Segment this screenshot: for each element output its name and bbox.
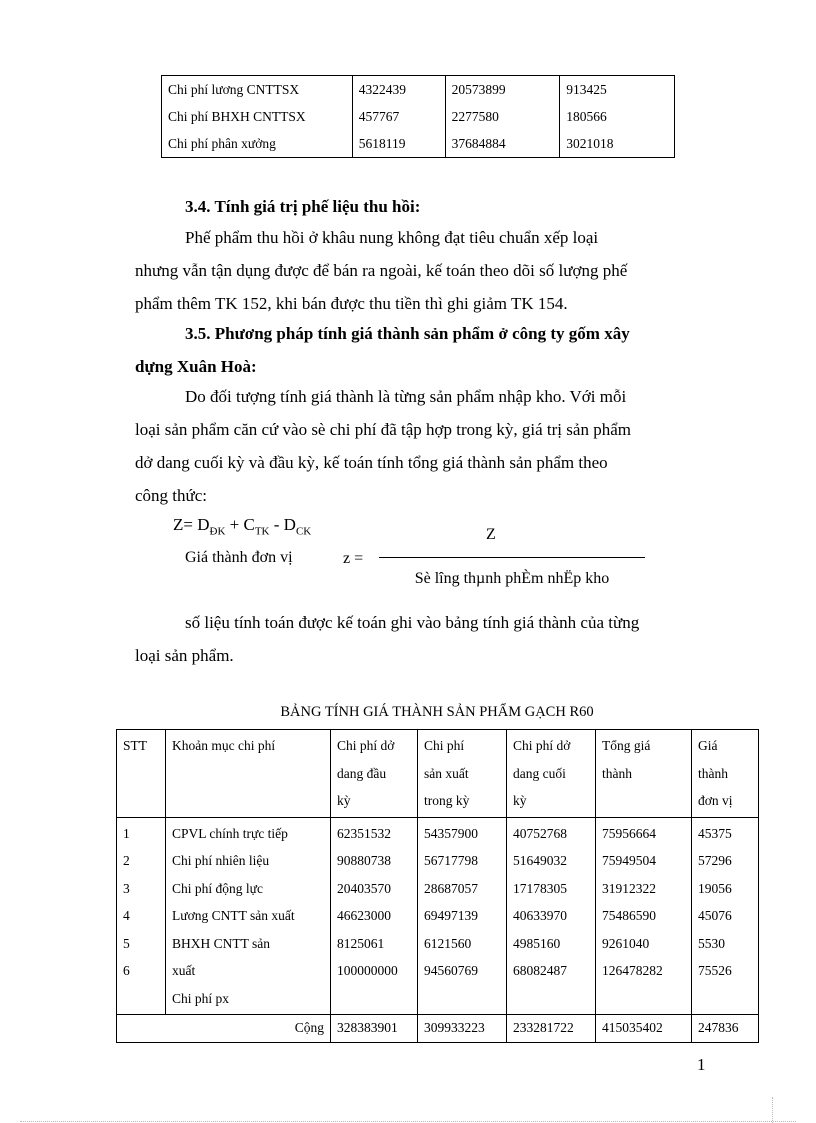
cost-value: 3 — [123, 880, 130, 896]
cost-value: 46623000 — [337, 908, 391, 923]
cost-item-line: BHXH CNTT sản — [172, 935, 271, 951]
cost-value: 28687057 — [424, 880, 478, 896]
formula-denominator: Sè lîng thµnh phÈm nhËp kho — [414, 570, 610, 587]
tong-cell — [596, 817, 692, 1015]
paragraph-line: dở dang cuối kỳ và đầu kỳ, kế toán tính tổng giá thành sản phẩm theo — [135, 453, 608, 472]
column-header-line: trong kỳ — [424, 793, 470, 808]
cuoi-ky-cell — [507, 817, 596, 1015]
section-3-5-paragraph — [135, 380, 699, 512]
column-header-line: thành — [602, 765, 632, 781]
formula-text: - D — [269, 515, 296, 534]
column-header-line: STT — [123, 738, 148, 753]
heading-line: dựng Xuân Hoà: — [135, 357, 257, 376]
column-header-line: Giá — [698, 738, 718, 753]
column-header-line: Tổng giá — [602, 738, 651, 753]
total-value: 328383901 — [331, 1015, 418, 1043]
formula-subscript: CK — [295, 525, 312, 538]
cost-value: 56717798 — [424, 853, 478, 868]
cost-value: 75949504 — [602, 853, 656, 868]
cost-value: 54357900 — [424, 825, 478, 841]
cost-value: 40633970 — [513, 908, 567, 923]
formula-subscript: TK — [254, 525, 270, 538]
cost-value: 75526 — [698, 963, 732, 978]
cost-item-line: Chi phí động lực — [172, 880, 263, 896]
column-header — [507, 730, 596, 818]
cost-value: 9261040 — [602, 935, 650, 951]
total-value: 309933223 — [418, 1015, 507, 1043]
cost-value: 100000000 — [337, 963, 398, 978]
paragraph-line: loại sản phẩm căn cứ vào sè chi phí đã tập hợp trong kỳ, giá trị sản phẩm — [135, 420, 631, 439]
paragraph-line: số liệu tính toán được kế toán ghi vào bảng tính giá thành của từng — [185, 613, 640, 632]
cost-value: 4985160 — [513, 935, 561, 951]
cost-table-title: BẢNG TÍNH GIÁ THÀNH SẢN PHẨM GẠCH R60 — [280, 704, 594, 720]
page-number: 1 — [697, 1055, 706, 1074]
cost-item-label: Chi phí phân xưởng — [162, 130, 353, 158]
column-header — [596, 730, 692, 818]
page-corner-mark — [772, 1097, 773, 1123]
column-header-line: thành — [698, 765, 728, 781]
top-table-row — [162, 103, 675, 130]
dau-ky-cell — [331, 817, 418, 1015]
section-3-5-heading — [135, 317, 699, 383]
don-vi-cell — [692, 817, 759, 1015]
cost-item-label: Chi phí lương CNTTSX — [162, 76, 353, 104]
section-3-4-paragraph — [135, 221, 699, 320]
cost-item-line: xuất — [172, 963, 196, 978]
page-bottom-border — [20, 1121, 796, 1122]
total-value: 247836 — [692, 1015, 759, 1043]
cost-value: 5 — [123, 935, 130, 951]
column-header-line: Khoản mục chi phí — [172, 738, 276, 753]
cost-value: 126478282 — [602, 963, 663, 978]
column-header-line: dang đầu — [337, 765, 387, 781]
column-header-line: sản xuất — [424, 765, 469, 781]
cost-value: 913425 — [560, 76, 675, 104]
paragraph-line: loại sản phẩm. — [135, 646, 234, 665]
column-header — [166, 730, 331, 818]
cost-value: 4 — [123, 908, 130, 923]
cost-value: 180566 — [560, 103, 675, 130]
column-header-line: đơn vị — [698, 793, 733, 808]
heading-line: 3.5. Phương pháp tính giá thành sản phẩm ở công ty gốm xây — [185, 324, 630, 343]
cost-value: 90880738 — [337, 853, 391, 868]
cost-value: 45375 — [698, 825, 732, 841]
column-header-line: kỳ — [337, 793, 351, 808]
column-header — [117, 730, 166, 818]
cost-item-line: Chi phí nhiên liệu — [172, 853, 270, 868]
cost-table-body-row — [117, 817, 759, 1015]
unit-cost-z-equals: z = — [343, 550, 364, 567]
cost-value: 75956664 — [602, 825, 656, 841]
top-table-row — [162, 130, 675, 158]
stt-cell — [117, 817, 166, 1015]
total-value: 415035402 — [596, 1015, 692, 1043]
cost-value: 3021018 — [560, 130, 675, 158]
cost-item-line: Lương CNTT sản xuất — [172, 908, 295, 923]
cost-value: 17178305 — [513, 880, 567, 896]
cost-value: 2277580 — [445, 103, 560, 130]
formula-subscript: ĐK — [209, 525, 226, 538]
cost-value: 45076 — [698, 908, 732, 923]
cost-item-label: Chi phí BHXH CNTTSX — [162, 103, 353, 130]
formula-text: + C — [225, 515, 255, 534]
total-label: Cộng — [117, 1015, 331, 1043]
top-table-row — [162, 76, 675, 104]
cost-value: 6121560 — [424, 935, 472, 951]
cost-value: 19056 — [698, 880, 732, 896]
column-header — [331, 730, 418, 818]
trong-ky-cell — [418, 817, 507, 1015]
section-3-4-heading: 3.4. Tính giá trị phế liệu thu hồi: — [185, 197, 421, 216]
items-cell — [166, 817, 331, 1015]
column-header — [692, 730, 759, 818]
cost-value: 20403570 — [337, 880, 391, 896]
column-header-line: Chi phí — [424, 738, 465, 753]
cost-value: 457767 — [352, 103, 445, 130]
cost-value: 40752768 — [513, 825, 567, 841]
paragraph-line: Phế phẩm thu hồi ở khâu nung không đạt tiêu chuẩn xếp loại — [185, 228, 599, 247]
cost-value: 6 — [123, 963, 130, 978]
cost-table — [116, 729, 759, 1043]
formula-numerator: Z — [486, 526, 496, 543]
cost-item-line: CPVL chính trực tiếp — [172, 825, 288, 841]
paragraph-line: Do đối tượng tính giá thành là từng sản phẩm nhập kho. Với mỗi — [185, 387, 627, 406]
cost-value: 8125061 — [337, 935, 385, 951]
cost-value: 75486590 — [602, 908, 656, 923]
column-header-line: kỳ — [513, 793, 527, 808]
cost-table-total-row — [117, 1015, 759, 1043]
total-cost-formula — [173, 515, 353, 537]
cost-value: 31912322 — [602, 880, 656, 896]
column-header — [418, 730, 507, 818]
cost-value: 68082487 — [513, 963, 567, 978]
cost-value: 37684884 — [445, 130, 560, 158]
cost-table-header-row — [117, 730, 759, 818]
cost-value: 51649032 — [513, 853, 567, 868]
paragraph-line: công thức: — [135, 486, 208, 505]
cost-value: 57296 — [698, 853, 732, 868]
cost-value: 5530 — [698, 935, 725, 951]
column-header-line: Chi phí dở — [513, 738, 571, 753]
paragraph-line: phẩm thêm TK 152, khi bán được thu tiền thì ghi giảm TK 154. — [135, 294, 568, 313]
top-cost-table — [161, 75, 675, 158]
cost-value: 62351532 — [337, 825, 391, 841]
cost-value: 2 — [123, 853, 130, 868]
formula-text: Z= D — [173, 515, 210, 534]
cost-value: 94560769 — [424, 963, 478, 978]
cost-value: 4322439 — [352, 76, 445, 104]
cost-value: 69497139 — [424, 908, 478, 923]
total-value: 233281722 — [507, 1015, 596, 1043]
cost-value: 1 — [123, 825, 130, 841]
fraction-bar — [379, 557, 645, 558]
after-formula-paragraph — [135, 606, 699, 672]
unit-cost-label: Giá thành đơn vị — [185, 549, 293, 566]
cost-value: 20573899 — [445, 76, 560, 104]
cost-item-line: Chi phí px — [172, 990, 230, 1006]
column-header-line: dang cuối — [513, 765, 566, 781]
paragraph-line: nhưng vẫn tận dụng được để bán ra ngoài, kế toán theo dõi số lượng phế — [135, 261, 628, 280]
column-header-line: Chi phí dở — [337, 738, 395, 753]
cost-value: 5618119 — [352, 130, 445, 158]
